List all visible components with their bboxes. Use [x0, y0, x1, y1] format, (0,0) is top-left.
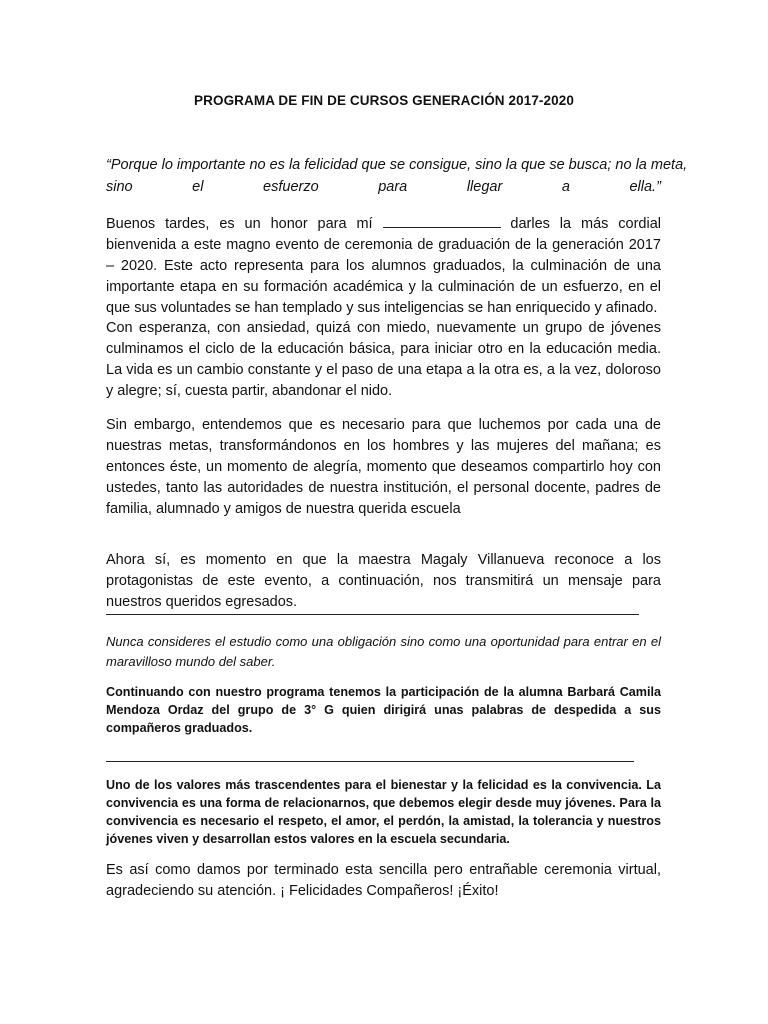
quote-line-2: [106, 176, 661, 198]
opening-quote: [106, 154, 688, 198]
quote-word: a: [561, 179, 570, 195]
study-quote: Nunca consideres el estudio como una obligación sino como una oportunidad para entrar en el maravilloso mundo del saber.: [106, 634, 661, 669]
purpose-paragraph: Sin embargo, entendemos que es necesario para que luchemos por cada una de nuestras metas, transformándonos en los hombres y las mujeres del mañana; es entonces éste, un momento de alegría, momento que deseamos compartirlo hoy con ustedes, tanto las autoridades de nuestra institución, el personal docente, padres de familia, alumnado y amigos de nuestra querida escuela: [106, 417, 661, 517]
name-blank-line: [383, 213, 501, 228]
quote-line-1: “Porque lo importante no es la felicidad que se consigue, sino la que se busca; no la meta,: [106, 157, 688, 173]
document-title: PROGRAMA DE FIN DE CURSOS GENERACIÓN 2017-2020: [194, 93, 574, 108]
quote-word: para: [378, 179, 408, 195]
closing-paragraph: Es así como damos por terminado esta sencilla pero entrañable ceremonia virtual, agradeciendo su atención. ¡ Felicidades Compañeros! ¡Éxito!: [106, 862, 661, 899]
welcome-paragraph: Buenos tardes, es un honor para mí darles la más cordial bienvenida a este magno evento de ceremonia de graduación de la generación 2017 – 2020. Este acto representa para los alumnos graduados, la culminación de una importante etapa en su formación académica y la culminación de un esfuerzo, en el que sus voluntades se han templado y sus inteligencias se han enriquecido y afinado.: [106, 213, 661, 319]
student-participation-paragraph: Continuando con nuestro programa tenemos la participación de la alumna Barbará Camila Mendoza Ordaz del grupo de 3° G quien dirigirá unas palabras de despedida a sus compañeros graduados.: [106, 685, 661, 735]
separator-line: [106, 761, 634, 762]
separator-line: [106, 614, 639, 615]
quote-word: esfuerzo: [263, 179, 319, 195]
quote-word: el: [192, 179, 204, 195]
teacher-intro-paragraph: Ahora sí, es momento en que la maestra Magaly Villanueva reconoce a los protagonistas de este evento, a continuación, nos transmitirá un mensaje para nuestros queridos egresados.: [106, 552, 661, 610]
values-paragraph: Uno de los valores más trascendentes para el bienestar y la felicidad es la convivencia. La convivencia es una forma de relacionarnos, que debemos elegir desde muy jóvenes. Para la convivencia es necesario el respeto, el amor, el perdón, la amistad, la tolerancia y nuestros jóvenes viven y desarrollan estos valores en la escuela secundaria.: [106, 778, 661, 846]
quote-word: llegar: [466, 179, 503, 195]
hope-paragraph: Con esperanza, con ansiedad, quizá con miedo, nuevamente un grupo de jóvenes culminamos el ciclo de la educación básica, para iniciar otro en la educación media. La vida es un cambio constante y el paso de una etapa a la otra es, a la vez, doloroso y alegre; sí, cuesta partir, abandonar el nido.: [106, 320, 661, 399]
quote-word: ella.”: [629, 179, 661, 195]
quote-word: sino: [106, 179, 133, 195]
